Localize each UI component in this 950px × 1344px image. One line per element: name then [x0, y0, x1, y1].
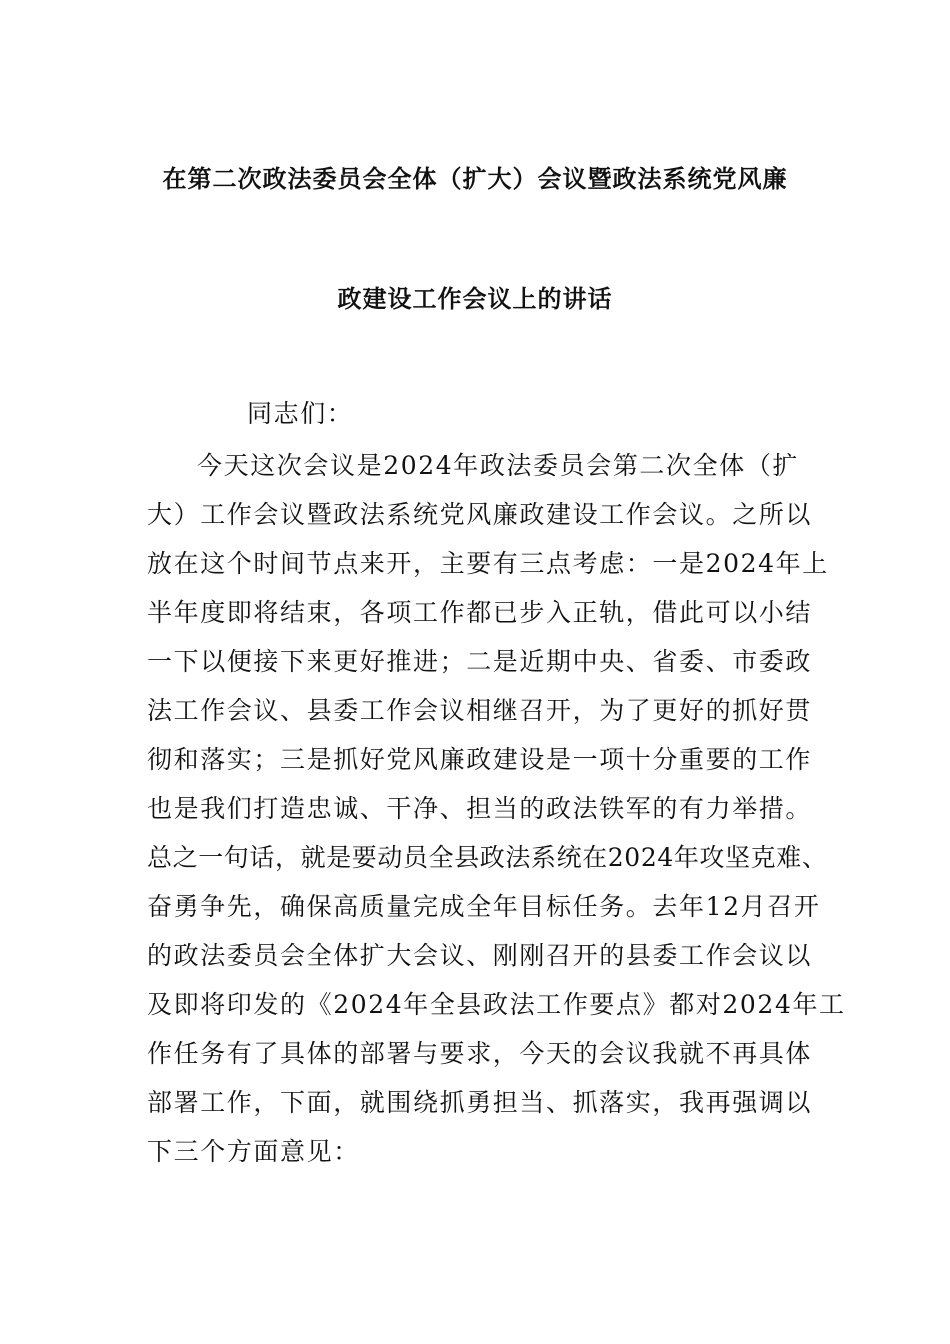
paragraph-line: 法工作会议、县委工作会议相继召开，为了更好的抓好贯 [147, 696, 813, 725]
paragraph-line: 一下以便接下来更好推进；二是近期中央、省委、市委政 [147, 647, 813, 676]
salutation: 同志们： [247, 399, 354, 428]
paragraph-line: 作任务有了具体的部署与要求，今天的会议我就不再具体 [147, 1039, 813, 1068]
paragraph-line: 下三个方面意见： [147, 1137, 360, 1166]
document-title-line-2: 政建设工作会议上的讲话 [337, 285, 613, 313]
paragraph-line: 大）工作会议暨政法系统党风廉政建设工作会议。之所以 [147, 500, 813, 529]
paragraph-line: 彻和落实；三是抓好党风廉政建设是一项十分重要的工作 [147, 745, 813, 774]
paragraph-line: 也是我们打造忠诚、干净、担当的政法铁军的有力举措。 [147, 794, 813, 823]
document-title-line-1: 在第二次政法委员会全体（扩大）会议暨政法系统党风廉 [162, 165, 788, 193]
paragraph-line: 放在这个时间节点来开，主要有三点考虑：一是2024年上 [147, 549, 829, 578]
paragraph-line: 的政法委员会全体扩大会议、刚刚召开的县委工作会议以 [147, 941, 813, 970]
paragraph-line: 半年度即将结束，各项工作都已步入正轨，借此可以小结 [147, 598, 813, 627]
paragraph-line: 部署工作，下面，就围绕抓勇担当、抓落实，我再强调以 [147, 1088, 813, 1117]
paragraph-line: 今天这次会议是2024年政法委员会第二次全体（扩 [197, 451, 800, 480]
paragraph-line: 及即将印发的《2024年全县政法工作要点》都对2024年工 [147, 990, 846, 1019]
paragraph-line: 奋勇争先，确保高质量完成全年目标任务。去年12月召开 [147, 892, 821, 921]
paragraph-line: 总之一句话，就是要动员全县政法系统在2024年攻坚克难、 [147, 843, 828, 872]
